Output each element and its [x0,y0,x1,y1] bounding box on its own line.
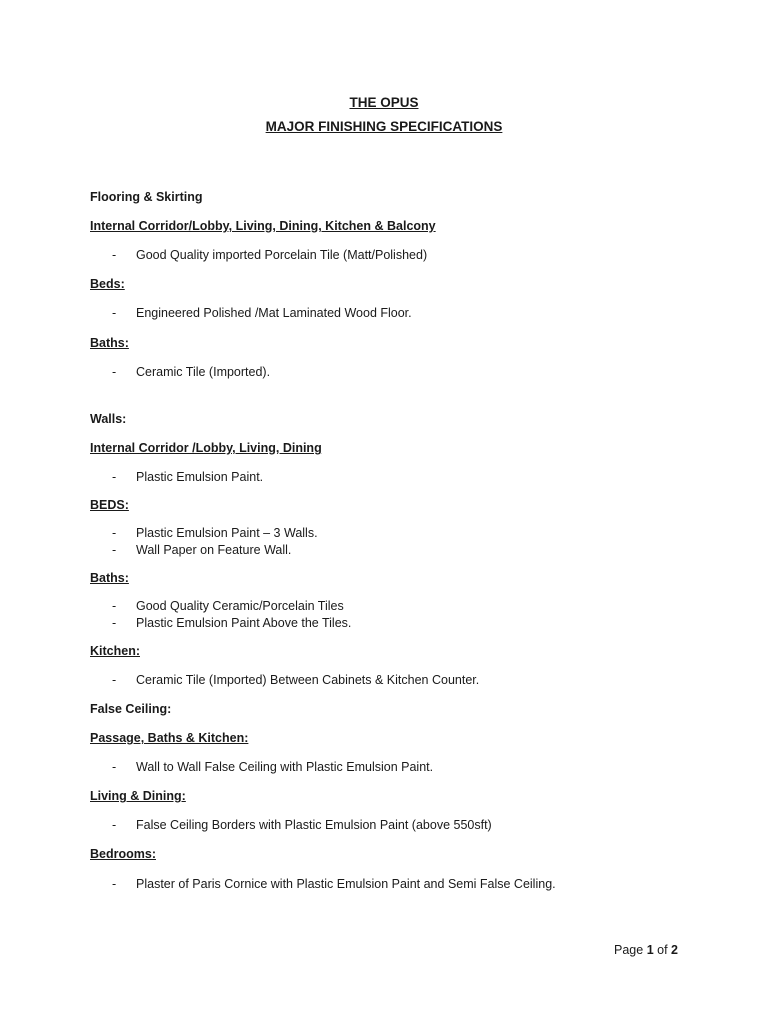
list-item-text: Wall to Wall False Ceiling with Plastic Emulsion Paint. [136,760,434,774]
list-item-text: Wall Paper on Feature Wall. [136,543,292,557]
document-title: THE OPUS [349,95,419,110]
bullet-dash: - [112,673,117,687]
list-item-text: Plastic Emulsion Paint. [136,470,264,484]
walls-heading: Walls: [90,412,127,426]
list-item-text: Plastic Emulsion Paint – 3 Walls. [136,526,318,540]
page-label: Page [614,943,644,957]
ceiling-heading: False Ceiling: [90,702,172,716]
bullet-dash: - [112,877,117,891]
ceiling-passage-heading: Passage, Baths & Kitchen: [90,731,249,745]
walls-internal-heading: Internal Corridor /Lobby, Living, Dining [90,441,322,455]
document-subtitle: MAJOR FINISHING SPECIFICATIONS [265,119,503,134]
list-item-text: Ceramic Tile (Imported). [136,365,271,379]
of-label: of [657,943,668,957]
list-item-text: Plaster of Paris Cornice with Plastic Emulsion Paint and Semi False Ceiling. [136,877,556,891]
list-item-text: Good Quality imported Porcelain Tile (Matt/Polished) [136,248,428,262]
flooring-heading: Flooring & Skirting [90,190,203,204]
page-number [614,943,678,957]
current-page: 1 [646,943,654,957]
ceiling-bedrooms-heading: Bedrooms: [90,847,156,861]
ceiling-living-heading: Living & Dining: [90,789,186,803]
bullet-dash: - [112,599,117,613]
walls-kitchen-heading: Kitchen: [90,644,140,658]
list-item-text: Plastic Emulsion Paint Above the Tiles. [136,616,352,630]
flooring-beds-heading: Beds: [90,277,125,291]
flooring-internal-heading: Internal Corridor/Lobby, Living, Dining, Kitchen & Balcony [90,219,436,233]
bullet-dash: - [112,248,117,262]
bullet-dash: - [112,470,117,484]
list-item-text: Engineered Polished /Mat Laminated Wood Floor. [136,306,412,320]
bullet-dash: - [112,760,117,774]
bullet-dash: - [112,818,117,832]
bullet-dash: - [112,365,117,379]
bullet-dash: - [112,526,117,540]
total-pages: 2 [671,943,678,957]
list-item-text: Ceramic Tile (Imported) Between Cabinets & Kitchen Counter. [136,673,480,687]
list-item-text: Good Quality Ceramic/Porcelain Tiles [136,599,344,613]
walls-baths-heading: Baths: [90,571,129,585]
bullet-dash: - [112,306,117,320]
bullet-dash: - [112,543,117,557]
flooring-baths-heading: Baths: [90,336,129,350]
list-item-text: False Ceiling Borders with Plastic Emulsion Paint (above 550sft) [136,818,492,832]
walls-beds-heading: BEDS: [90,498,129,512]
bullet-dash: - [112,616,117,630]
